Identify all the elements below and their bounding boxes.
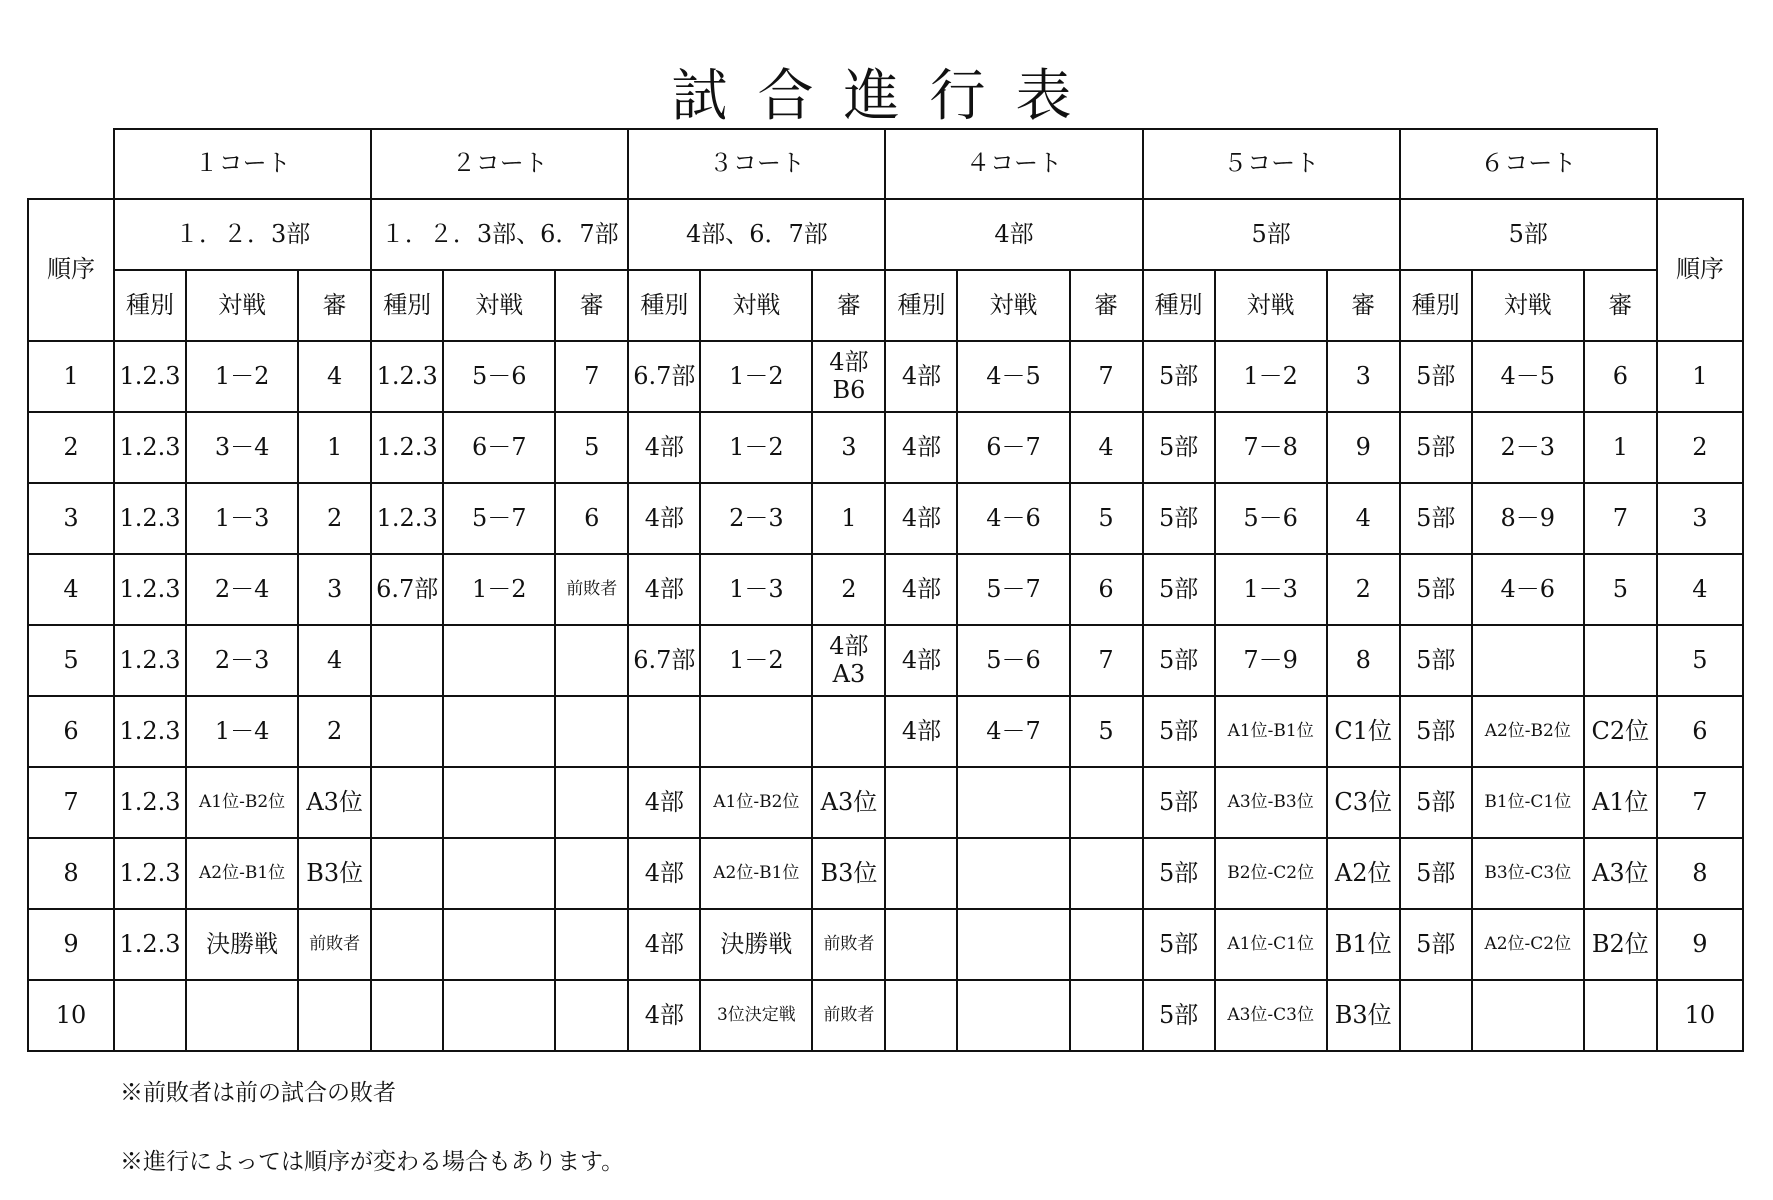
order-cell: 6 (28, 696, 114, 767)
referee-cell: 5 (1070, 696, 1143, 767)
match-cell (443, 767, 555, 838)
match-cell: 決勝戦 (186, 909, 298, 980)
referee-cell: A3位 (1584, 838, 1657, 909)
type-cell: 4部 (885, 625, 957, 696)
match-cell: 5－6 (957, 625, 1069, 696)
match-cell (957, 909, 1069, 980)
type-cell (885, 767, 957, 838)
order-cell: 3 (28, 483, 114, 554)
type-cell: 5部 (1400, 625, 1472, 696)
court-divisions: 5部 (1143, 199, 1400, 270)
match-cell: 5－7 (957, 554, 1069, 625)
type-cell: 5部 (1400, 483, 1472, 554)
referee-cell: B2位 (1584, 909, 1657, 980)
referee-cell: A3位 (298, 767, 371, 838)
court-divisions: 4部 (885, 199, 1142, 270)
referee-cell (1070, 980, 1143, 1051)
court-row (28, 129, 1743, 199)
type-header: 種別 (371, 270, 443, 341)
referee-cell: C1位 (1327, 696, 1400, 767)
match-cell: A1位-B2位 (700, 767, 812, 838)
corner-blank (1657, 129, 1743, 199)
note-loser-definition: ※前敗者は前の試合の敗者 (120, 1080, 396, 1106)
type-cell: 1.2.3 (371, 341, 443, 412)
type-cell: 1.2.3 (114, 483, 186, 554)
type-cell: 5部 (1143, 554, 1215, 625)
match-cell (443, 625, 555, 696)
type-cell: 1.2.3 (114, 625, 186, 696)
order-cell: 10 (1657, 980, 1743, 1051)
referee-header: 審 (555, 270, 628, 341)
type-cell (371, 767, 443, 838)
match-header: 対戦 (443, 270, 555, 341)
type-cell: 4部 (628, 412, 700, 483)
type-cell: 4部 (885, 696, 957, 767)
referee-cell: 4部 A3 (812, 625, 885, 696)
match-cell: 7－8 (1215, 412, 1327, 483)
court-name: ３コート (628, 129, 885, 199)
type-cell: 4部 (628, 980, 700, 1051)
match-header: 対戦 (1215, 270, 1327, 341)
type-cell: 4部 (628, 838, 700, 909)
type-cell (371, 696, 443, 767)
type-cell: 5部 (1143, 838, 1215, 909)
schedule-table (27, 128, 1744, 1052)
table-row (28, 412, 1743, 483)
match-cell (957, 838, 1069, 909)
type-cell (114, 980, 186, 1051)
order-cell: 6 (1657, 696, 1743, 767)
court-divisions: 5部 (1400, 199, 1657, 270)
type-cell (371, 980, 443, 1051)
order-cell: 8 (1657, 838, 1743, 909)
match-cell: 4－6 (957, 483, 1069, 554)
match-cell: 8－9 (1472, 483, 1584, 554)
table-row (28, 909, 1743, 980)
referee-header: 審 (298, 270, 371, 341)
referee-cell (812, 696, 885, 767)
match-cell: 5－6 (1215, 483, 1327, 554)
referee-cell: 4 (298, 341, 371, 412)
type-cell: 4部 (628, 767, 700, 838)
type-cell: 5部 (1143, 625, 1215, 696)
table-row (28, 341, 1743, 412)
order-cell: 7 (1657, 767, 1743, 838)
type-cell: 1.2.3 (371, 483, 443, 554)
referee-cell: A2位 (1327, 838, 1400, 909)
referee-cell: 7 (1070, 341, 1143, 412)
referee-cell: 2 (298, 696, 371, 767)
referee-cell (1070, 838, 1143, 909)
table-row (28, 554, 1743, 625)
match-cell: B3位-C3位 (1472, 838, 1584, 909)
referee-cell (1070, 767, 1143, 838)
table-row (28, 696, 1743, 767)
referee-cell: 前敗者 (812, 980, 885, 1051)
match-cell: 4－5 (1472, 341, 1584, 412)
type-cell: 4部 (628, 554, 700, 625)
division-row (28, 199, 1743, 270)
referee-cell: 5 (555, 412, 628, 483)
referee-cell: 5 (1584, 554, 1657, 625)
type-cell: 6.7部 (371, 554, 443, 625)
referee-cell (555, 909, 628, 980)
court-divisions: １．２．3部 (114, 199, 371, 270)
match-cell: B1位-C1位 (1472, 767, 1584, 838)
page-title: 試合進行表 (671, 64, 1102, 129)
match-cell: 1－3 (1215, 554, 1327, 625)
referee-cell: B3位 (812, 838, 885, 909)
type-header: 種別 (628, 270, 700, 341)
referee-header: 審 (1584, 270, 1657, 341)
referee-cell (555, 767, 628, 838)
referee-cell: 3 (298, 554, 371, 625)
type-cell (885, 980, 957, 1051)
match-cell: A2位-C2位 (1472, 909, 1584, 980)
match-cell: 6－7 (957, 412, 1069, 483)
type-cell: 1.2.3 (114, 554, 186, 625)
corner-blank (28, 129, 114, 199)
type-cell: 4部 (628, 483, 700, 554)
type-cell (1400, 980, 1472, 1051)
match-cell (957, 980, 1069, 1051)
referee-cell (1584, 625, 1657, 696)
match-cell (700, 696, 812, 767)
order-cell: 10 (28, 980, 114, 1051)
match-header: 対戦 (957, 270, 1069, 341)
type-cell (371, 909, 443, 980)
match-cell (186, 980, 298, 1051)
match-cell: 1－2 (1215, 341, 1327, 412)
match-header: 対戦 (186, 270, 298, 341)
referee-cell: 3 (1327, 341, 1400, 412)
type-cell: 5部 (1143, 696, 1215, 767)
order-cell: 2 (28, 412, 114, 483)
referee-cell: A3位 (812, 767, 885, 838)
match-cell: A1位-C1位 (1215, 909, 1327, 980)
type-header: 種別 (885, 270, 957, 341)
referee-cell: 1 (812, 483, 885, 554)
type-cell: 5部 (1400, 412, 1472, 483)
type-cell: 5部 (1400, 554, 1472, 625)
match-cell (443, 909, 555, 980)
type-cell: 4部 (885, 483, 957, 554)
referee-cell: 3 (812, 412, 885, 483)
referee-cell: 2 (1327, 554, 1400, 625)
order-cell: 3 (1657, 483, 1743, 554)
match-cell: 1－2 (443, 554, 555, 625)
type-header: 種別 (1400, 270, 1472, 341)
referee-cell: 前敗者 (298, 909, 371, 980)
order-cell: 9 (28, 909, 114, 980)
match-cell: 1－3 (700, 554, 812, 625)
table-row (28, 980, 1743, 1051)
type-cell: 5部 (1143, 980, 1215, 1051)
referee-cell: 4 (1327, 483, 1400, 554)
order-cell: 9 (1657, 909, 1743, 980)
referee-cell: 1 (1584, 412, 1657, 483)
referee-cell: 前敗者 (812, 909, 885, 980)
match-cell: A1位-B1位 (1215, 696, 1327, 767)
referee-cell: 4部 B6 (812, 341, 885, 412)
referee-cell (555, 838, 628, 909)
type-cell: 5部 (1143, 483, 1215, 554)
order-cell: 8 (28, 838, 114, 909)
match-cell: A3位-C3位 (1215, 980, 1327, 1051)
referee-cell: C3位 (1327, 767, 1400, 838)
match-cell: 1－2 (700, 412, 812, 483)
type-header: 種別 (1143, 270, 1215, 341)
type-cell (885, 909, 957, 980)
referee-cell: 6 (1584, 341, 1657, 412)
referee-cell (298, 980, 371, 1051)
order-cell: 1 (1657, 341, 1743, 412)
match-header: 対戦 (1472, 270, 1584, 341)
match-cell: 1－2 (700, 341, 812, 412)
type-cell: 5部 (1400, 838, 1472, 909)
match-cell: 2－4 (186, 554, 298, 625)
match-cell: 4－7 (957, 696, 1069, 767)
type-cell: 5部 (1143, 341, 1215, 412)
court-name: ４コート (885, 129, 1142, 199)
type-cell: 4部 (885, 341, 957, 412)
referee-cell: C2位 (1584, 696, 1657, 767)
match-cell (443, 838, 555, 909)
match-cell: 3位決定戦 (700, 980, 812, 1051)
type-cell: 6.7部 (628, 341, 700, 412)
match-cell: A2位-B1位 (186, 838, 298, 909)
type-cell: 1.2.3 (371, 412, 443, 483)
referee-header: 審 (812, 270, 885, 341)
order-cell: 4 (1657, 554, 1743, 625)
match-cell: 6－7 (443, 412, 555, 483)
match-cell: 4－6 (1472, 554, 1584, 625)
match-cell: 1－3 (186, 483, 298, 554)
match-cell: 2－3 (186, 625, 298, 696)
type-header: 種別 (114, 270, 186, 341)
referee-cell (555, 625, 628, 696)
referee-header: 審 (1327, 270, 1400, 341)
type-cell: 5部 (1143, 909, 1215, 980)
referee-cell: 2 (812, 554, 885, 625)
referee-header: 審 (1070, 270, 1143, 341)
type-cell (371, 838, 443, 909)
referee-cell: 前敗者 (555, 554, 628, 625)
match-cell: 2－3 (700, 483, 812, 554)
match-cell (1472, 980, 1584, 1051)
referee-cell: 6 (1070, 554, 1143, 625)
referee-cell: 8 (1327, 625, 1400, 696)
court-name: １コート (114, 129, 371, 199)
order-cell: 5 (1657, 625, 1743, 696)
table-row (28, 767, 1743, 838)
referee-cell (555, 980, 628, 1051)
type-cell: 1.2.3 (114, 341, 186, 412)
match-cell: 3－4 (186, 412, 298, 483)
type-cell (371, 625, 443, 696)
order-cell: 5 (28, 625, 114, 696)
match-cell (443, 696, 555, 767)
type-cell: 1.2.3 (114, 909, 186, 980)
type-cell (628, 696, 700, 767)
type-cell: 4部 (628, 909, 700, 980)
match-cell: A3位-B3位 (1215, 767, 1327, 838)
table-row (28, 625, 1743, 696)
referee-cell (1584, 980, 1657, 1051)
type-cell: 1.2.3 (114, 412, 186, 483)
match-cell (957, 767, 1069, 838)
order-cell: 4 (28, 554, 114, 625)
referee-cell: 2 (298, 483, 371, 554)
court-name: ２コート (371, 129, 628, 199)
referee-cell: 6 (555, 483, 628, 554)
match-cell: 4－5 (957, 341, 1069, 412)
court-divisions: 4部、6．7部 (628, 199, 885, 270)
type-cell: 4部 (885, 412, 957, 483)
type-cell: 4部 (885, 554, 957, 625)
referee-cell: 1 (298, 412, 371, 483)
match-cell: 1－4 (186, 696, 298, 767)
referee-cell: 4 (1070, 412, 1143, 483)
referee-cell: B3位 (1327, 980, 1400, 1051)
court-name: ５コート (1143, 129, 1400, 199)
table-row (28, 838, 1743, 909)
type-cell: 1.2.3 (114, 767, 186, 838)
note-order-may-change: ※進行によっては順序が変わる場合もあります。 (120, 1149, 625, 1175)
referee-cell (1070, 909, 1143, 980)
referee-cell: 7 (1070, 625, 1143, 696)
type-cell: 1.2.3 (114, 838, 186, 909)
match-cell: B2位-C2位 (1215, 838, 1327, 909)
order-cell: 2 (1657, 412, 1743, 483)
referee-cell: B3位 (298, 838, 371, 909)
match-cell: 1－2 (186, 341, 298, 412)
order-header-left: 順序 (28, 199, 114, 341)
type-cell: 5部 (1400, 696, 1472, 767)
match-cell (443, 980, 555, 1051)
type-cell (885, 838, 957, 909)
referee-cell: 7 (555, 341, 628, 412)
referee-cell: 7 (1584, 483, 1657, 554)
match-cell: 7－9 (1215, 625, 1327, 696)
match-cell: 決勝戦 (700, 909, 812, 980)
type-cell: 6.7部 (628, 625, 700, 696)
referee-cell: 5 (1070, 483, 1143, 554)
order-header-right: 順序 (1657, 199, 1743, 341)
order-cell: 1 (28, 341, 114, 412)
referee-cell: 4 (298, 625, 371, 696)
order-cell: 7 (28, 767, 114, 838)
match-cell: 2－3 (1472, 412, 1584, 483)
table-row (28, 483, 1743, 554)
match-cell: 5－7 (443, 483, 555, 554)
match-cell: 5－6 (443, 341, 555, 412)
subheader-row (28, 270, 1743, 341)
type-cell: 5部 (1400, 341, 1472, 412)
type-cell: 5部 (1143, 767, 1215, 838)
type-cell: 5部 (1400, 767, 1472, 838)
match-cell: A2位-B2位 (1472, 696, 1584, 767)
match-cell: A1位-B2位 (186, 767, 298, 838)
court-divisions: １．２．3部、6．7部 (371, 199, 628, 270)
referee-cell: 9 (1327, 412, 1400, 483)
referee-cell (555, 696, 628, 767)
match-cell (1472, 625, 1584, 696)
referee-cell: B1位 (1327, 909, 1400, 980)
type-cell: 5部 (1143, 412, 1215, 483)
match-cell: A2位-B1位 (700, 838, 812, 909)
type-cell: 1.2.3 (114, 696, 186, 767)
match-cell: 1－2 (700, 625, 812, 696)
referee-cell: A1位 (1584, 767, 1657, 838)
match-header: 対戦 (700, 270, 812, 341)
court-name: ６コート (1400, 129, 1657, 199)
type-cell: 5部 (1400, 909, 1472, 980)
